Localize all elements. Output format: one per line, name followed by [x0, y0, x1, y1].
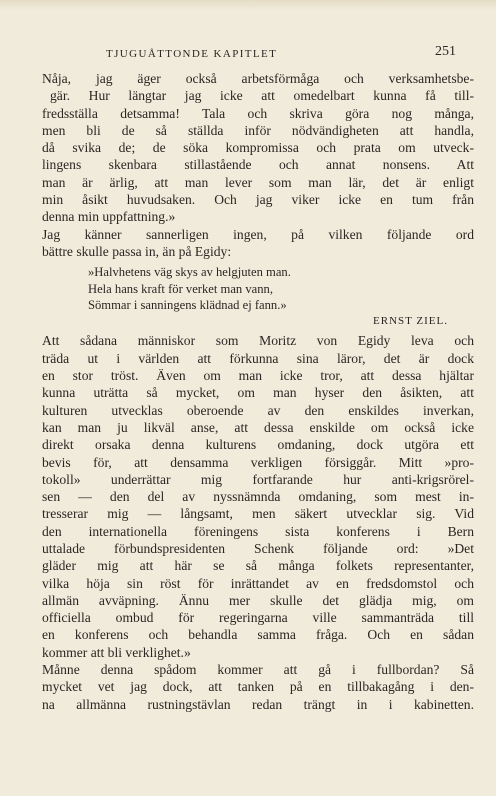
text-line: Att sådana människor som Moritz von Egidy leva och: [42, 333, 474, 349]
text-line: Jag känner sannerligen ingen, på vilken följande ord: [42, 226, 474, 242]
poem-line: Hela hans kraft för verket man vann,: [88, 281, 273, 296]
text-line: bevis för, att densamma verkligen försiggår. Mitt »pro-: [42, 454, 474, 470]
text-line: tresserar mig — långsamt, men säkert utvecklar sig. Vid: [42, 506, 474, 522]
page-header: [48, 44, 456, 64]
page-top-edge: [0, 0, 496, 10]
text-line: en stor tröst. Även om man icke tror, att dessa hjältar: [42, 368, 474, 384]
text-line: allmän avväpning. Ännu mer skulle det glädja mig, om: [42, 592, 474, 608]
text-line: gläder mig att här se så många folkets representanter,: [42, 558, 474, 574]
text-line: träda ut i världen att förkunna sina läror, det är dock: [42, 350, 474, 366]
text-line: gär. Hur längtar jag icke att omedelbart kunna få till-: [50, 88, 474, 104]
text-line: då svika de; de söka kompromissa och prata om utveck-: [42, 140, 474, 156]
text-line: direkt orsaka denna kulturens omdaning, dock utgöra ett: [42, 437, 474, 453]
poem-attribution: ERNST ZIEL.: [373, 315, 448, 328]
text-line: sen — den del av nyssnämnda omdaning, som mest in-: [42, 489, 474, 505]
paragraph-3: [42, 332, 474, 661]
text-line: man är ärlig, att man lever som man lär, det är enligt: [42, 174, 474, 190]
text-line: uttalade förbundspresidenten Schenk följande ord: »Det: [42, 541, 474, 556]
text-line: Nåja, jag äger också arbetsförmåga och verksamhetsbe-: [42, 71, 474, 86]
text-line: vilka höja sin röst för inrättandet av en fredsdomstol och: [42, 575, 474, 591]
poem-line: »Halvhetens väg skys av helgjuten man.: [88, 265, 291, 280]
paragraph-2: [42, 226, 474, 261]
text-line: den internationella föreningens sista konferens i Bern: [42, 523, 474, 539]
paragraph-4: [42, 661, 474, 713]
text-line: bättre skulle passa in, än på Egidy:: [42, 243, 232, 259]
text-line: kan man ju likväl anse, att dessa enskilde om också icke: [42, 419, 474, 435]
text-line: Månne denna spådom kommer att gå i fullbordan? Så: [42, 662, 474, 678]
text-line: fredsställa detsamma! Tala och skriva göra nog många,: [42, 105, 474, 121]
text-line: en konferens och behandla samma fråga. Och en sådan: [42, 627, 474, 643]
body-text: [42, 70, 474, 713]
page-number: 251: [435, 44, 456, 59]
text-line: officiella ombud för regeringarna ville sammanträda till: [42, 610, 474, 626]
text-line: kulturen utvecklas oberoende av den enskildes inverkan,: [42, 402, 474, 418]
text-line: lingens skenbara stillastående och annat nonsens. Att: [42, 157, 474, 173]
text-line: tokoll» underrättar mig fortfarande hur anti-krigsrörel-: [42, 471, 474, 487]
poem-quote: [88, 264, 474, 313]
text-line: min åsikt huvudsaken. Och jag viker icke en tum från: [42, 192, 474, 208]
text-line: kommer att bli verklighet.»: [42, 644, 191, 660]
text-line: denna min uppfattning.»: [42, 209, 176, 225]
text-line: men bli de så ställda inför nödvändigheten att handla,: [42, 122, 474, 138]
text-line: mycket vet jag dock, att tanken på en tillbakagång i den-: [42, 679, 474, 695]
running-head: TJUGUÅTTONDE KAPITLET: [106, 48, 278, 60]
text-line: kunna uträtta så mycket, om man hyser den åsikten, att: [42, 385, 474, 401]
paragraph-1: [42, 70, 474, 226]
poem-line: Sömmar i sanningens klädnad ej fann.»: [88, 298, 287, 313]
text-line: na allmänna rustningstävlan redan trängt in i kabinetten.: [42, 696, 474, 712]
